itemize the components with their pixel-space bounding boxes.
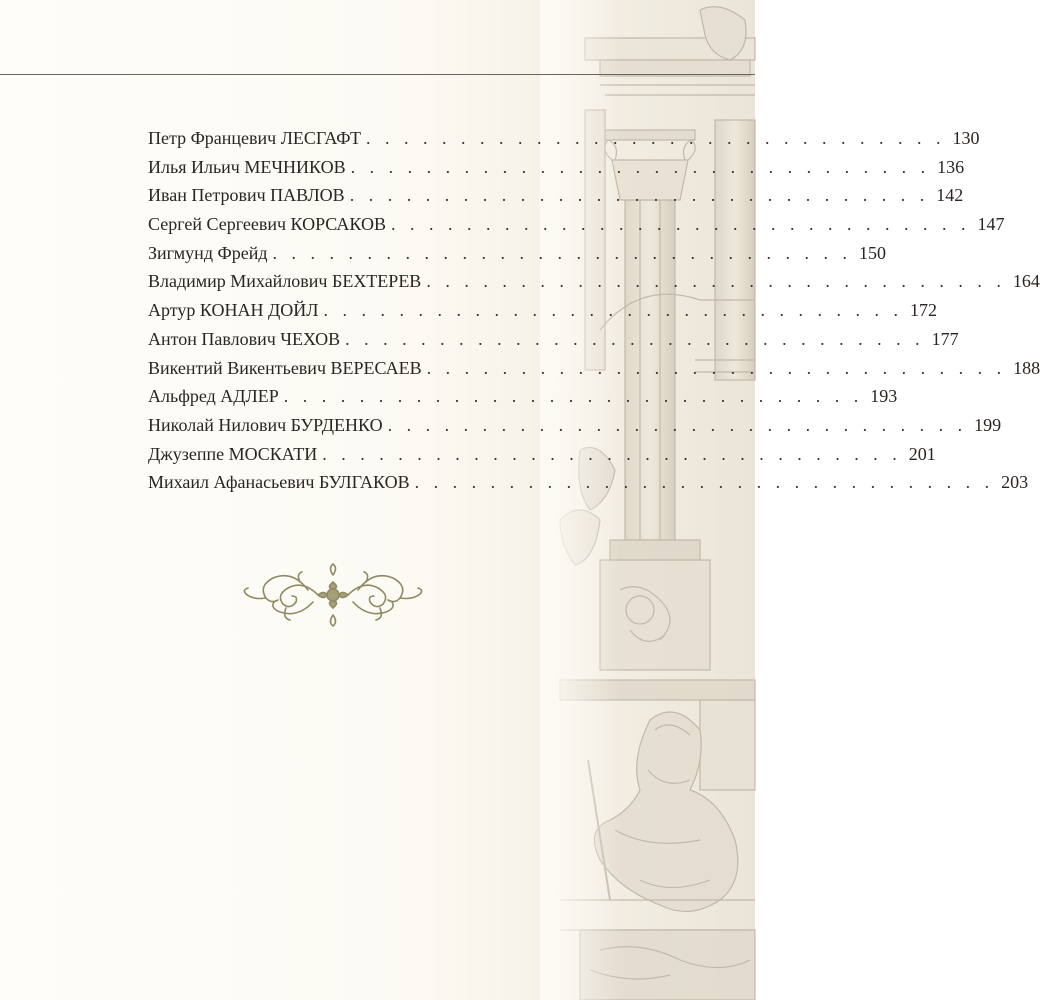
toc-entry-title: Джузеппе МОСКАТИ [148,443,318,464]
dot-leader: . . . . . . . . . . . . . . . . . . . . . . . . . . . . . . . [323,300,903,321]
toc-entry-page: 199 [974,414,1002,435]
dot-leader: . . . . . . . . . . . . . . . . . . . . . . . . . . . . . . . [349,185,930,206]
toc-entry-title: Антон Павлович ЧЕХОВ [148,328,341,349]
toc-entry-page: 201 [908,443,936,464]
toc-entry-title: Артур КОНАН ДОЙЛ [148,300,319,321]
toc-entry-title: Альфред АДЛЕР [148,386,279,407]
toc-entry-title: Илья Ильич МЕЧНИКОВ [148,156,346,177]
toc-entry[interactable] [148,124,980,153]
toc-entry-page: 172 [909,300,937,321]
dot-leader: . . . . . . . . . . . . . . . . . . . . . . . . . . . . . . . [283,386,864,407]
toc-entry[interactable] [148,267,1040,296]
toc-entry-title: Иван Петрович ПАВЛОВ [148,185,345,206]
dot-leader: . . . . . . . . . . . . . . . . . . . . . . . . . . . . . . . [350,156,931,177]
toc-entry-title: Владимир Михайлович БЕХТЕРЕВ [148,271,422,292]
dot-leader: . . . . . . . . . . . . . . . . . . . . . . . . . . . . . . . [426,271,1006,292]
toc-entry-title: Михаил Афанасьевич БУЛГАКОВ [148,472,410,493]
toc-entry-title: Зигмунд Фрейд [148,242,268,263]
dot-leader: . . . . . . . . . . . . . . . . . . . . . . . . . . . . . . . [414,472,995,493]
toc-entry[interactable] [148,153,965,182]
toc-entry-page: 142 [936,185,964,206]
toc-entry-page: 177 [931,328,959,349]
toc-entry-page: 150 [858,242,886,263]
toc-entry-title: Николай Нилович БУРДЕНКО [148,414,383,435]
toc-entry-page: 188 [1013,357,1040,378]
toc-entry[interactable] [148,354,1040,383]
toc-entry-page: 164 [1012,271,1040,292]
table-of-contents [148,124,1040,497]
toc-entry[interactable] [148,440,936,469]
toc-entry-title: Сергей Сергеевич КОРСАКОВ [148,214,386,235]
dot-leader: . . . . . . . . . . . . . . . . . . . . . . . . . . . . . . . [387,414,968,435]
toc-entry-page: 130 [952,128,980,148]
toc-entry-title: Петр Францевич ЛЕСГАФТ [148,128,362,148]
toc-entry[interactable] [148,325,959,354]
toc-entry-page: 193 [870,386,898,407]
toc-entry-page: 136 [937,156,965,177]
toc-entry[interactable] [148,296,937,325]
toc-entry[interactable] [148,181,964,210]
header-rule [0,74,755,75]
toc-entry[interactable] [148,210,1005,239]
toc-entry-title: Викентий Викентьевич ВЕРЕСАЕВ [148,357,422,378]
dot-leader: . . . . . . . . . . . . . . . . . . . . . . . . . . . . . . . [390,214,971,235]
toc-entry[interactable] [148,411,1002,440]
dot-leader: . . . . . . . . . . . . . . . . . . . . . . . . . . . . . . . [345,328,925,349]
toc-entry[interactable] [148,382,898,411]
dot-leader: . . . . . . . . . . . . . . . . . . . . . . . . . . . . . . . [322,443,902,464]
dot-leader: . . . . . . . . . . . . . . . . . . . . . . . . . . . . . . . [426,357,1007,378]
toc-entry-page: 203 [1001,472,1029,493]
toc-entry[interactable] [148,239,886,268]
toc-entry-page: 147 [977,214,1005,235]
floral-vignette-icon [238,560,428,630]
toc-entry[interactable] [148,468,1029,497]
dot-leader: . . . . . . . . . . . . . . . . . . . . . . . . . . . . . . . [272,242,852,263]
dot-leader: . . . . . . . . . . . . . . . . . . . . . . . . . . . . . . . [366,128,946,148]
